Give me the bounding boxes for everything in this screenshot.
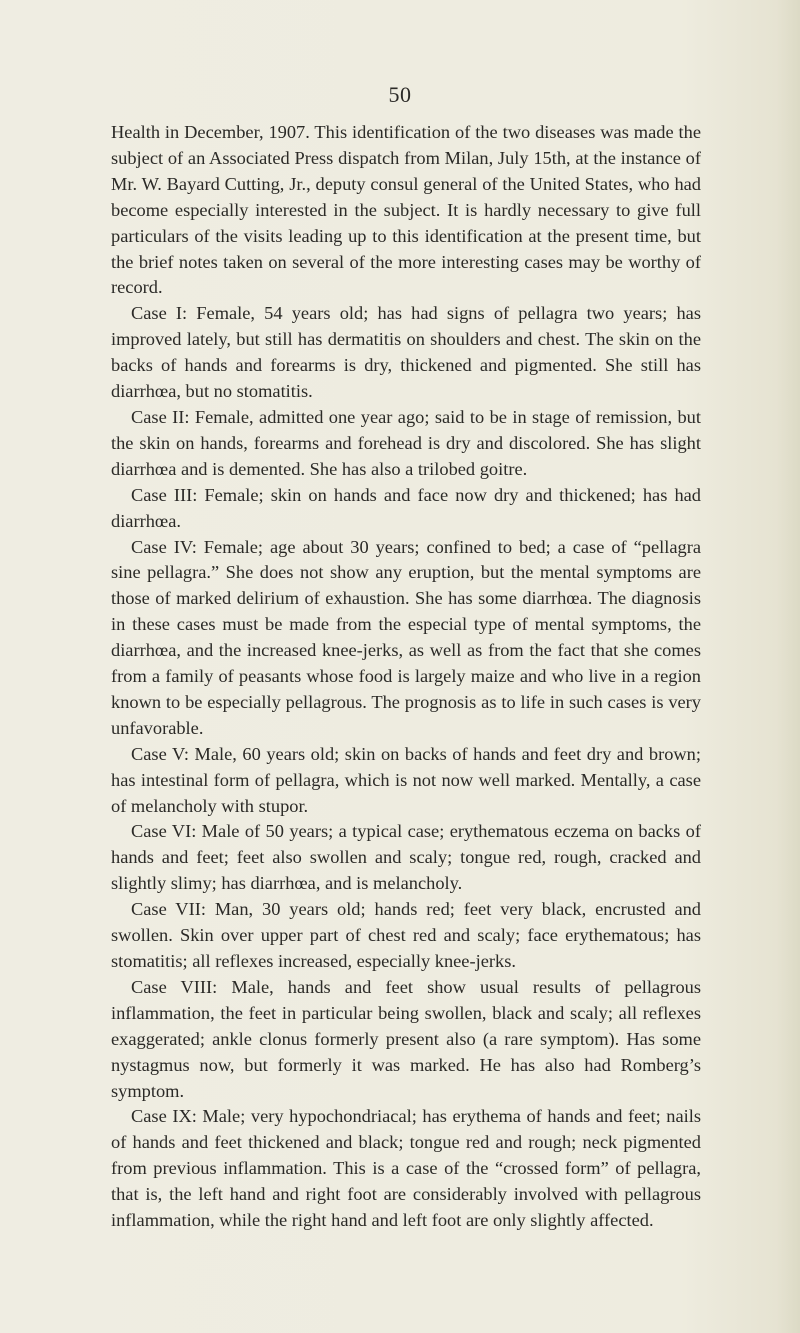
page-number: 50 <box>388 82 412 107</box>
paragraph-case-1: Case I: Female, 54 years old; has had signs of pellagra two years; has improved lately, but still has dermatitis on shoulders and chest. The skin on the backs of hands and forearms is dry, thickened and pigmented. She still has diarrhœa, but no stomatitis. <box>111 303 701 402</box>
paragraph-case-4: Case IV: Female; age about 30 years; confined to bed; a case of “pellagra sine pellagra.” She does not show any eruption, but the mental symptoms are those of marked delirium of exhaustion. She has some diarrhœa. The diagnosis in these cases must be made from the especial type of mental symptoms, the diarrhœa, and the increased knee-jerks, as well as from the fact that she comes from a family of peasants whose food is largely maize and who live in a region known to be especially pellagrous. The prognosis as to life in such cases is very unfavorable. <box>111 536 701 738</box>
paragraph-intro: Health in December, 1907. This identification of the two diseases was made the subject of an Associated Press dispatch from Milan, July 15th, at the instance of Mr. W. Bayard Cutting, Jr., deputy consul general of the United States, who had become especially interested in the subject. It is hardly necessary to give full particulars of the visits leading up to this identification at the present time, but the brief notes taken on several of the more interesting cases may be worthy of record. <box>111 122 701 298</box>
body-text <box>111 120 701 1234</box>
paragraph-case-8: Case VIII: Male, hands and feet show usual results of pellagrous inflammation, the feet in particular being swollen, black and scaly; all reflexes exaggerated; ankle clonus formerly present also (a rare symptom). Has some nystagmus now, but formerly it was marked. He has also had Romberg’s symptom. <box>111 976 701 1101</box>
paragraph-case-5: Case V: Male, 60 years old; skin on backs of hands and feet dry and brown; has intestinal form of pellagra, which is not now well marked. Mentally, a case of melancholy with stupor. <box>111 743 701 816</box>
paragraph-case-2: Case II: Female, admitted one year ago; said to be in stage of remission, but the skin on hands, forearms and forehead is dry and discolored. She has slight diarrhœa and is demented. She has also a trilobed goitre. <box>111 406 701 479</box>
paragraph-case-7: Case VII: Man, 30 years old; hands red; feet very black, encrusted and swollen. Skin over upper part of chest red and scaly; face erythematous; has stomatitis; all reflexes increased, especially knee-jerks. <box>111 899 701 971</box>
paragraph-case-9: Case IX: Male; very hypochondriacal; has erythema of hands and feet; nails of hands and feet thickened and black; tongue red and rough; neck pigmented from previous inflammation. This is a case of the “crossed form” of pellagra, that is, the left hand and right foot are considerably involved with pellagrous inflammation, while the right hand and left foot are only slightly affected. <box>111 1106 701 1231</box>
paragraph-case-3: Case III: Female; skin on hands and face now dry and thickened; has had diarrhœa. <box>111 484 701 531</box>
paragraph-case-6: Case VI: Male of 50 years; a typical case; erythematous eczema on backs of hands and feet; feet also swollen and scaly; tongue red, rough, cracked and slightly slimy; has diarrhœa, and is melancholy. <box>111 821 701 894</box>
